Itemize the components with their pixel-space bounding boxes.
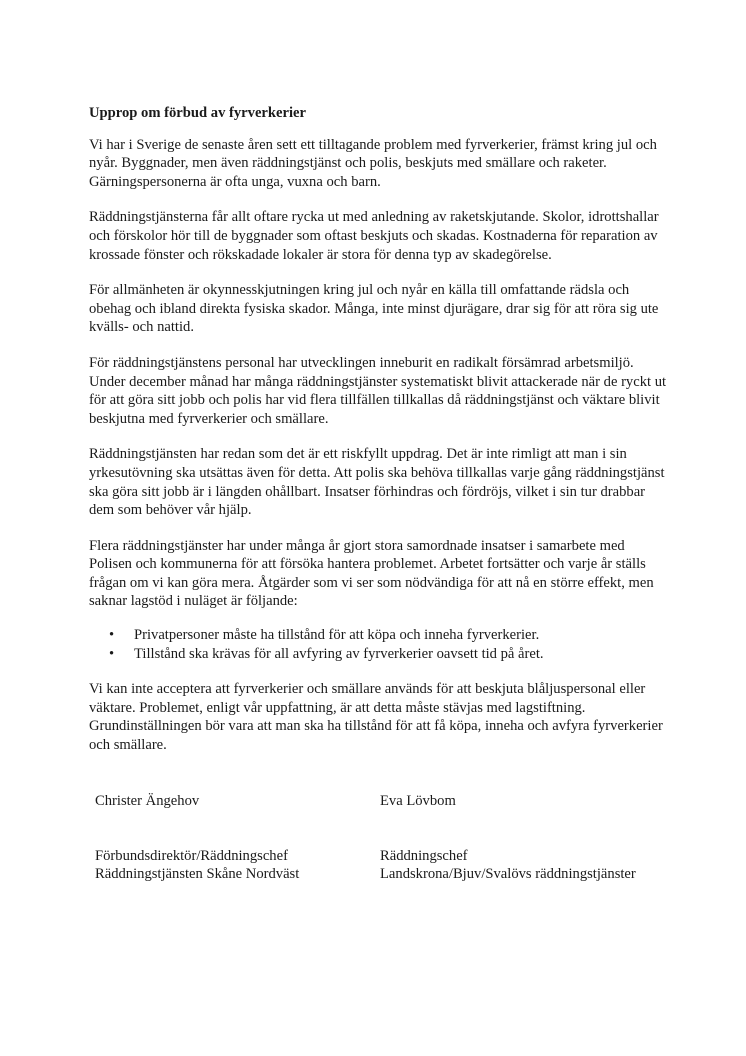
paragraph-6: Flera räddningstjänster har under många år gjort stora samordnade insatser i samarbete med Polisen och kommunerna för att försöka hantera problemet. Arbetet fortsätter och varje år ställs frågan om vi kan göra mera. Åtgärder som vi ser som nödvändiga för att nå en större effekt, men saknar lagstöd i nuläget är följande: bbox=[89, 537, 654, 610]
list-item bbox=[89, 626, 669, 645]
paragraph-3: För allmänheten är okynnesskjutningen kring jul och nyår en källa till omfattande rädsla och obehag och ibland direkta fysiska skador. Många, inte minst djurägare, drar sig för att röra sig ute kvälls- och nattid. bbox=[89, 282, 659, 336]
signatory-name: Eva Lövbom bbox=[380, 793, 456, 809]
paragraph-4: För räddningstjänstens personal har utvecklingen inneburit en radikalt försämrad arbetsmiljö. Under december månad har många räddningstjänster systematiskt blivit attackerade när de ryckt ut för att göra sitt jobb och polis har vid flera tillfällen tillkallas då räddningstjänst och väktare blivit beskjutna med fyrverkerier och smällare. bbox=[89, 354, 667, 427]
signatory-organization: Räddningstjänsten Skåne Nordväst bbox=[95, 866, 300, 883]
document-title: Upprop om förbud av fyrverkerier bbox=[89, 105, 306, 121]
closing-paragraph: Vi kan inte acceptera att fyrverkerier och smällare används för att beskjuta blåljuspersonal eller väktare. Problemet, enligt vår uppfattning, är att detta måste stävjas med lagstiftning. Grundinställningen bör vara att man ska ha tillstånd för att få köpa, inneha och avfyra fyrverkerier och smällare. bbox=[89, 681, 663, 754]
letter-body bbox=[89, 104, 669, 772]
list-item bbox=[89, 645, 669, 664]
bullet-icon: • bbox=[109, 627, 115, 644]
signatory-2 bbox=[380, 792, 680, 884]
bullet-icon: • bbox=[109, 645, 115, 662]
signatory-1 bbox=[95, 792, 395, 884]
signatory-name: Christer Ängehov bbox=[95, 793, 200, 809]
list-item-text: Privatpersoner måste ha tillstånd för att köpa och inneha fyrverkerier. bbox=[134, 627, 540, 644]
paragraph-2: Räddningstjänsterna får allt oftare rycka ut med anledning av raketskjutande. Skolor, idrottshallar och förskolor hör till de byggnader som oftast beskjuts och skadas. Kostnaderna för reparation av krossade fönster och rökskadade lokaler är stora för denna typ av skadegörelse. bbox=[89, 209, 659, 263]
signatory-title: Förbundsdirektör/Räddningschef bbox=[95, 847, 288, 864]
measures-list bbox=[89, 626, 669, 663]
signatory-title: Räddningschef bbox=[380, 847, 468, 864]
paragraph-1: Vi har i Sverige de senaste åren sett ett tilltagande problem med fyrverkerier, främst kring jul och nyår. Byggnader, men även räddningstjänst och polis, beskjuts med smällare och raketer. Gärningspersonerna är ofta unga, vuxna och barn. bbox=[89, 136, 657, 190]
paragraph-5: Räddningstjänsten har redan som det är ett riskfyllt uppdrag. Det är inte rimligt att man i sin yrkesutövning ska utsättas även för detta. Att polis ska behöva tillkallas varje gång räddningstjänst ska göra sitt jobb är i längden ohållbart. Insatser förhindras och fördröjs, vilket i sin tur drabbar dem som behöver vår hjälp. bbox=[89, 446, 665, 519]
signatory-organization: Landskrona/Bjuv/Svalövs räddningstjänster bbox=[380, 866, 636, 883]
list-item-text: Tillstånd ska krävas för all avfyring av fyrverkerier oavsett tid på året. bbox=[134, 645, 544, 662]
